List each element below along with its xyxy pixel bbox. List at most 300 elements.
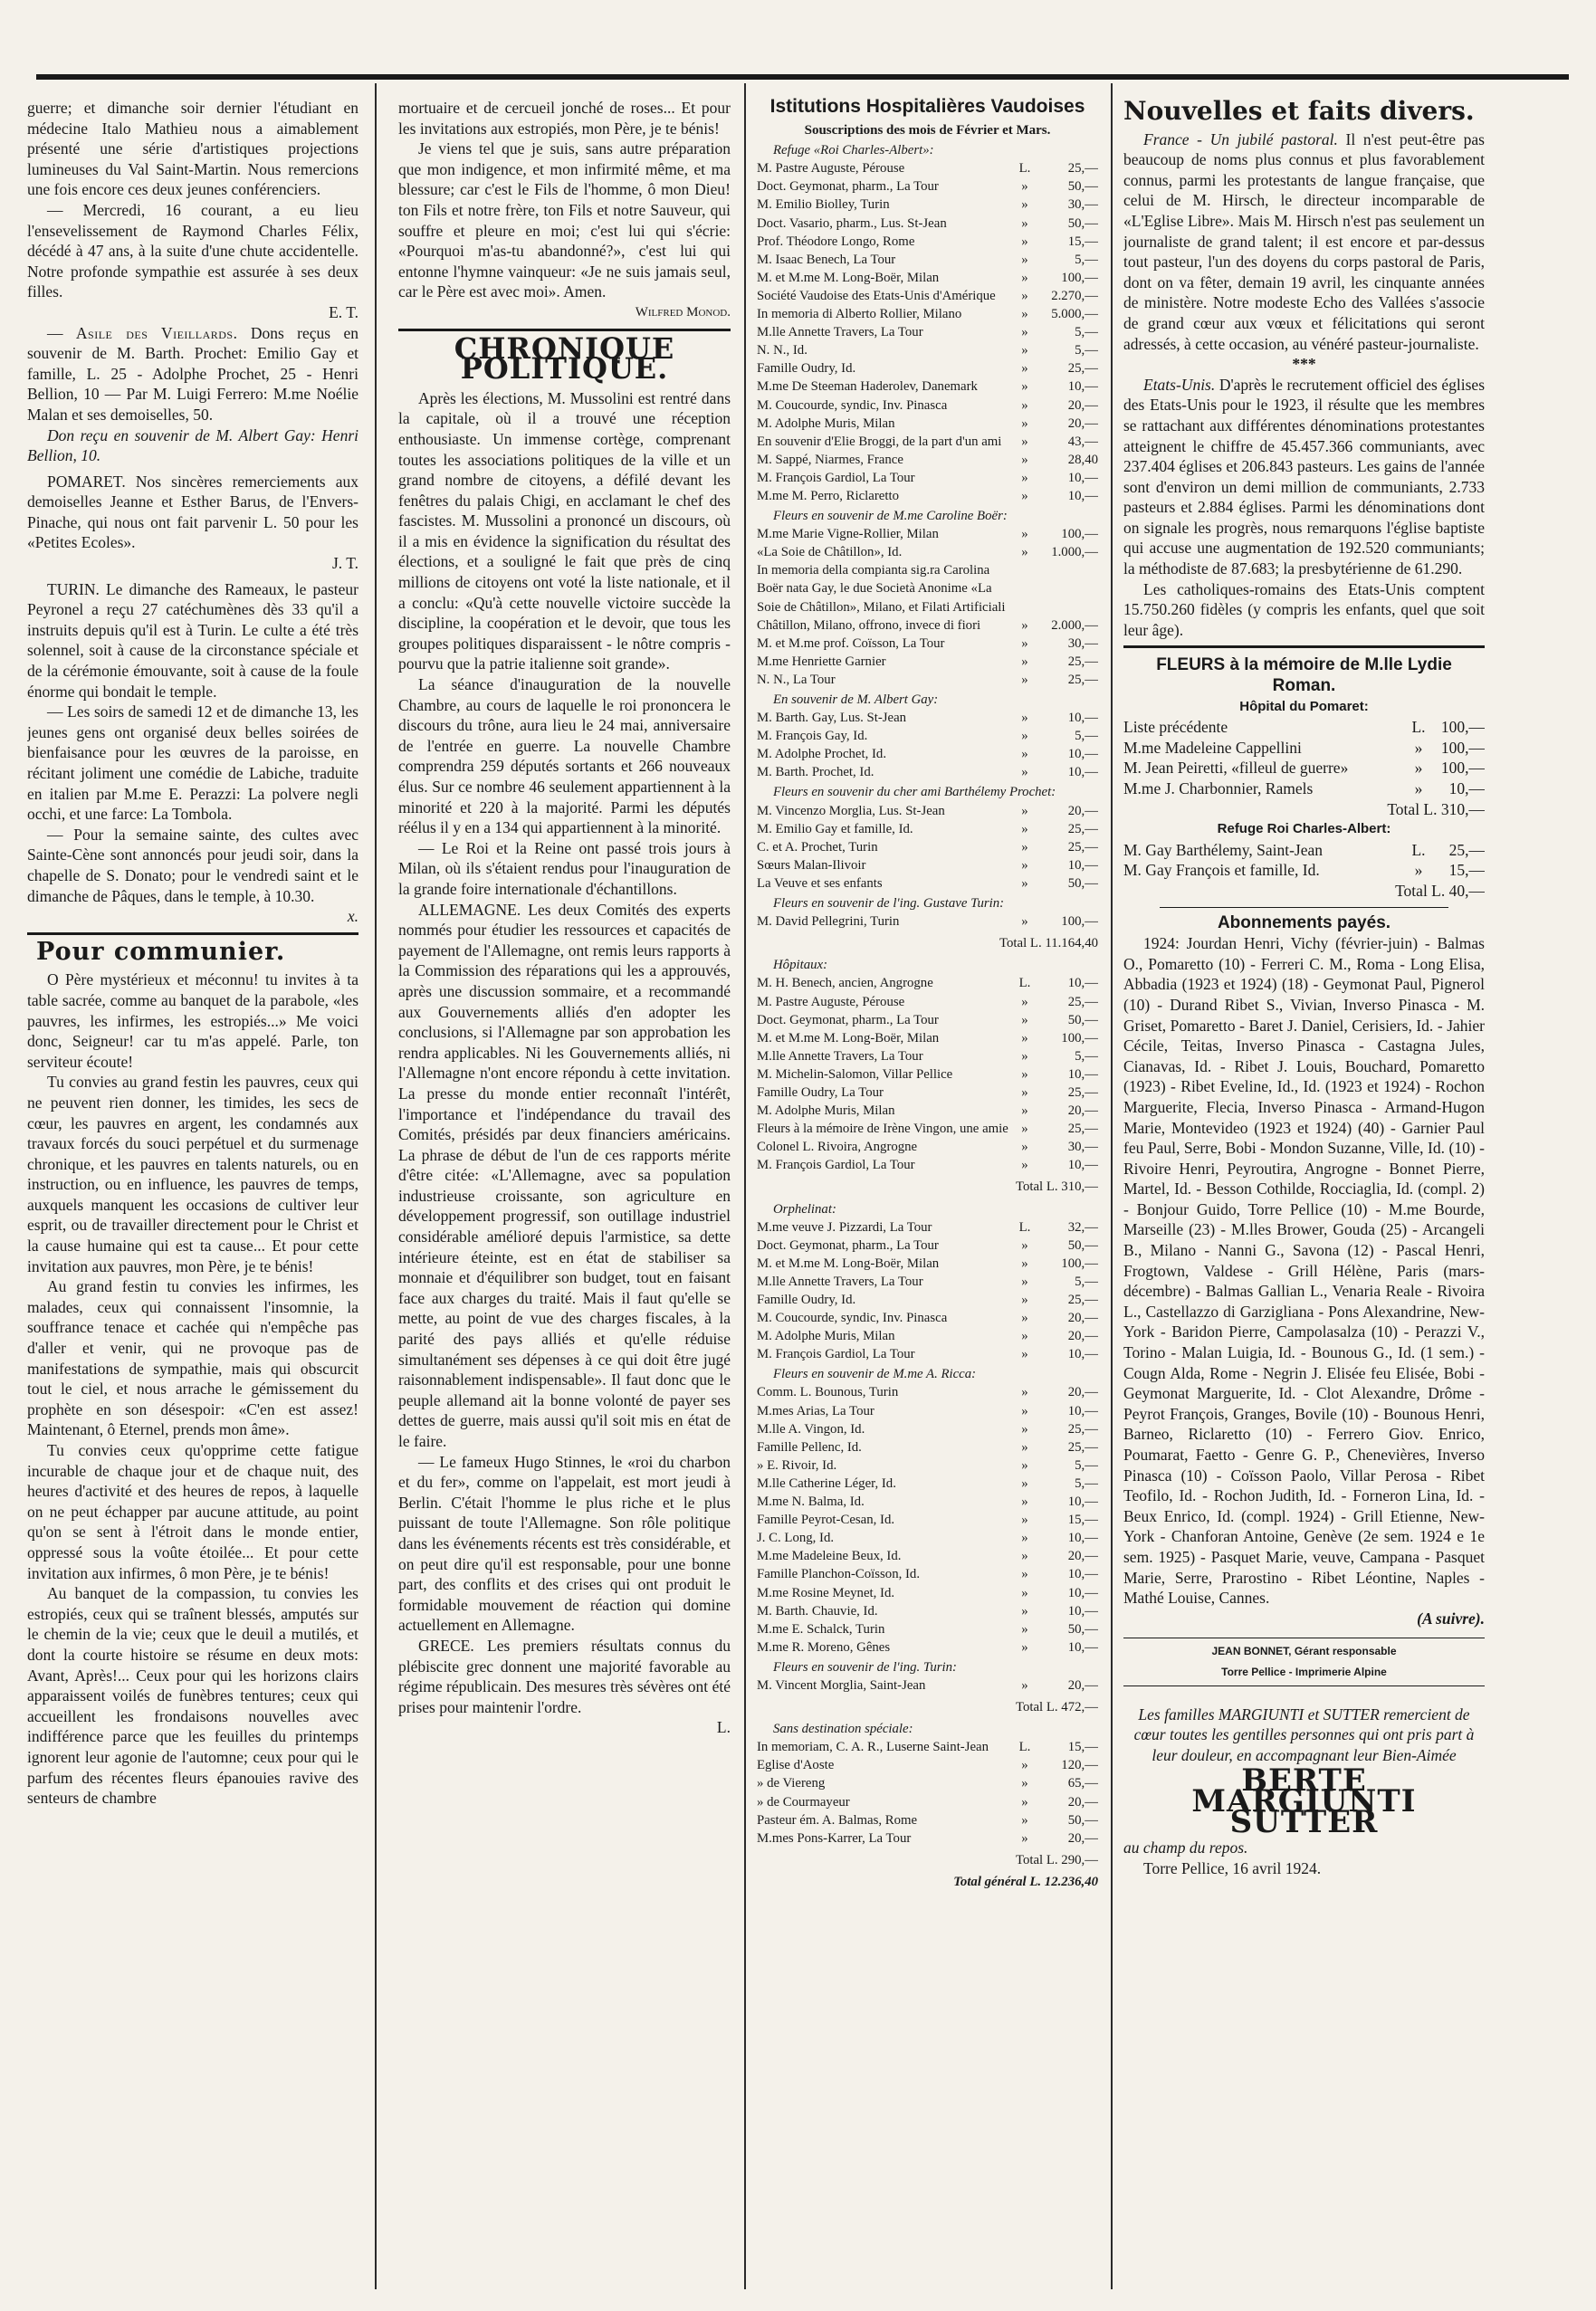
list-item: [757, 1420, 1098, 1438]
entry-currency: »: [1021, 1403, 1028, 1418]
list-item: [757, 856, 1098, 874]
list-item: [757, 177, 1098, 196]
entry-name: M. Adolphe Muris, Milan: [757, 1103, 895, 1119]
list-item: [757, 1456, 1098, 1475]
list-item: [757, 543, 1098, 561]
list-item: [757, 233, 1098, 251]
entry-amount: 100,—: [1440, 738, 1485, 757]
entry-name: M. François Gardiol, La Tour: [757, 1347, 915, 1362]
entry-currency: »: [1021, 1621, 1028, 1637]
notice-text: Les familles MARGIUNTI et SUTTER remercient de cœur toutes les gentilles personnes qui ont pris part à leur douleur, en accompagnant leur Bien-Aimée: [1133, 1705, 1475, 1764]
list-item: [757, 487, 1098, 505]
entry-amount: 10,—: [1067, 857, 1098, 873]
refuge-subtitle: Refuge Roi Charles-Albert:: [1217, 821, 1391, 837]
column-1: [27, 98, 358, 2289]
top-rule: [36, 74, 1569, 80]
entry-amount: 50,—: [1067, 215, 1098, 231]
entry-currency: »: [1021, 1812, 1028, 1828]
column-divider: [375, 83, 377, 2289]
entry-currency: »: [1021, 1794, 1028, 1810]
section-rule: [1160, 907, 1448, 908]
list-item: [757, 1565, 1098, 1583]
list-item: [757, 323, 1098, 341]
entry-currency: »: [1021, 470, 1028, 485]
entry-amount: 20,—: [1067, 1794, 1098, 1810]
entry-name: C. et A. Prochet, Turin: [757, 839, 878, 855]
entry-currency: »: [1021, 747, 1028, 762]
list-item: [757, 1255, 1098, 1273]
list-item: [757, 1327, 1098, 1345]
entry-currency: »: [1021, 1639, 1028, 1655]
entry-name: M. Vincent Morglia, Saint-Jean: [757, 1677, 926, 1693]
list-item: [757, 1138, 1098, 1156]
list-item: [757, 1383, 1098, 1401]
entry-currency: »: [1021, 197, 1028, 213]
paragraph: Les catholiques-romains des Etats-Unis comptent 15.750.260 fidèles (y compris les enfants, quel que soit leur âge).: [1123, 579, 1485, 639]
list-item: [757, 215, 1098, 233]
list-heading: Fleurs en souvenir de M.me A. Ricca:: [773, 1367, 977, 1382]
entry-currency: »: [1021, 434, 1028, 449]
entry-currency: L.: [1018, 976, 1031, 991]
list-item: [757, 1793, 1098, 1811]
continued-note: (A suivre).: [1417, 1609, 1485, 1628]
entry-currency: »: [1021, 1830, 1028, 1846]
entry-name: Colonel L. Rivoira, Angrogne: [757, 1140, 918, 1155]
list-item: [757, 287, 1098, 305]
entry-currency: L.: [1411, 840, 1426, 859]
entry-amount: 25,—: [1067, 672, 1098, 687]
list-item: [757, 912, 1098, 931]
paragraph-head: — Asile des Vieillards.: [47, 323, 238, 342]
entry-currency: »: [1021, 1495, 1028, 1510]
entry-currency: »: [1021, 821, 1028, 836]
entry-name: M.lle Annette Travers, La Tour: [757, 1048, 923, 1064]
entry-amount: 10,—: [1067, 1603, 1098, 1619]
entry-name: Liste précédente: [1123, 718, 1228, 737]
list-heading: Fleurs en souvenir de l'ing. Gustave Turin:: [773, 896, 1005, 912]
donation-list: [757, 974, 1098, 1174]
paragraph-text: D'après le recrutement officiel des églises des Etats-Unis pour le 1923, il résulte que les membres se rattachant aux différentes dénominations protestantes atteignent le chiffre de 45.457.366 communiants, avec 237.404 églises et 206.843 pasteurs. Les gains de l'année sont d'environ un demi million de communiants, 2.733 pasteurs et 2.884 églises. Parmi les dénominations dont on signale les progrès, nous remarquons l'église baptiste qui accuse une augmentation de 192.520 communiants; la méthodiste de 87.683; la presbytérienne de 61.290.: [1123, 375, 1485, 578]
entry-name: Doct. Geymonat, pharm., La Tour: [757, 1012, 939, 1027]
grand-total: Total général L. 12.236,40: [953, 1874, 1098, 1889]
list-item: [757, 1438, 1098, 1456]
entry-name: M. Adolphe Prochet, Id.: [757, 747, 887, 762]
entry-currency: »: [1021, 270, 1028, 285]
list-item: [757, 1345, 1098, 1363]
entry-amount: 50,—: [1067, 1812, 1098, 1828]
list-item: [757, 1756, 1098, 1774]
paragraph: ALLEMAGNE. Les deux Comités des experts nommés pour étudier les ressources et capacités de payement de l'Allemagne, ont remis leurs rapports à la Commission des réparations qui les a approuvés, après une discussion sommaire, et a recommandé aux Gouvernements alliés d'en adopter les conclusions, si l'Allemagne par son approbation les rendra applicables. Ni les Gouvernements alliés, ni l'Allemagne n'ont encore répondu à cette invitation. La presse du monde entier reconnaît l'intérêt, l'importance et l'indépendance du travail des Comités, présidés par deux financiers américains. La phrase de début de l'un de ces rapports mérite d'être citée: «L'Allemagne, avec sa population industrieuse croissante, son agriculture en développement progressif, son outillage industriel considérable amélioré depuis l'armistice, sa dette intérieure éteinte, est en état de stabiliser sa monnaie et d'équilibrer son budget, tout en faisant face aux charges du traité. Mais il faut qu'elle se mette, au point de vue des charges fiscales, à la parité des pays alliés et qu'elle réduise simultanément ses dépenses à ce qui doit être jugé raisonnablement indispensable». Il faut donc que le peuple allemand ait la bonne volonté de payer ses dettes de guerre, mais aussi qu'il soit mis en état de le faire.: [398, 900, 731, 1450]
entry-amount: 20,—: [1067, 1103, 1098, 1119]
entry-currency: »: [1021, 252, 1028, 267]
abonnements-title: Abonnements payés.: [1217, 912, 1391, 932]
list-item: [757, 305, 1098, 323]
list-item: [757, 820, 1098, 838]
paragraph: — Le fameux Hugo Stinnes, le «roi du charbon et du fer», comme on l'appelait, est mort jeudi à Berlin. C'était l'homme le plus riche et le plus puissant de toute l'Allemagne. Son rôle politique dans les événements récents est très considérable, et on peut dire qu'il est responsable, pour une bonne part, des conflits et des crises qui ont produit le formidable mouvement de réaction qui domine actuellement en Allemagne.: [398, 1452, 731, 1635]
entry-amount: 20,—: [1067, 415, 1098, 431]
entry-amount: 25,—: [1448, 840, 1485, 859]
entry-amount: 20,—: [1067, 1311, 1098, 1326]
list-item: [1123, 860, 1485, 881]
list-item: [757, 1084, 1098, 1102]
entry-amount: 15,—: [1067, 1513, 1098, 1528]
entry-amount: 10,—: [1067, 1403, 1098, 1418]
entry-name: M. Barth. Chauvie, Id.: [757, 1603, 878, 1619]
list-item: [757, 1102, 1098, 1120]
entry-currency: »: [1021, 361, 1028, 377]
entry-amount: 25,—: [1067, 839, 1098, 855]
list-heading: Fleurs en souvenir de M.me Caroline Boër:: [773, 509, 1008, 524]
entry-currency: »: [1021, 1274, 1028, 1289]
list-item: [757, 1829, 1098, 1848]
paragraph: Au banquet de la compassion, tu convies les estropiés, ceux qui se traînent blessés, amputés sur le chemin de la vie; ceux que le deuil a mutilés, et dont la courte histoire se résume en deux mots: Avant, Après!... Ceux pour qui les horizons clairs apparaissent voilés de funèbres tentures; ceux qui accueillent les frondaisons nouvelles avec indifférence parce que les feuilles du printemps ignorent leur agonie de l'automne; ceux pour qui le parfum des récentes fleurs épanouies ravive des senteurs de chambre: [27, 1584, 358, 1808]
entry-amount: 50,—: [1067, 1012, 1098, 1027]
donation-list: [757, 912, 1098, 931]
column-2: [398, 98, 731, 2289]
list-item: [757, 196, 1098, 214]
entry-amount: 10,—: [1067, 976, 1098, 991]
entry-name: M. H. Benech, ancien, Angrogne: [757, 976, 933, 991]
entry-name: M. François Gay, Id.: [757, 729, 868, 744]
entry-currency: »: [1021, 1567, 1028, 1582]
entry-currency: »: [1021, 545, 1028, 560]
entry-currency: »: [1021, 857, 1028, 873]
entry-currency: »: [1021, 1030, 1028, 1046]
paragraph: Après les élections, M. Mussolini est rentré dans la capitale, où il a trouvé une réception enthousiaste. Un immense cortège, comprenant toutes les associations politiques de la ville et un grand nombre de citoyens, a défilé devant les fenêtres du palais Chigi, en acclamant le chef des fascistes. M. Mussolini a prononcé un discours, où il a mis en évidence la signification du résultat des élections, et a souligné le fait que près de cinq millions de citoyens ont voté la liste nationale, et il a conclu: «Qu'à cette nouvelle victoire succède la discipline, la coopération et le devoir, que tous les groupes politiques disparaissent - le nôtre compris - pourvu que la patrie italienne soit grande».: [398, 388, 731, 673]
paragraph: [1123, 375, 1485, 579]
list-item: [757, 1511, 1098, 1529]
entry-currency: »: [1414, 738, 1423, 757]
column-divider: [744, 83, 746, 2289]
entry-name: M. Jean Peiretti, «filleul de guerre»: [1123, 759, 1349, 778]
entry-amount: 20,—: [1067, 803, 1098, 818]
entry-currency: »: [1021, 1140, 1028, 1155]
donation-list: [757, 1218, 1098, 1364]
section-subtitle: Souscriptions des mois de Février et Mars.: [804, 123, 1051, 138]
entry-amount: 25,—: [1067, 1084, 1098, 1100]
paragraph: Au grand festin tu convies les infirmes, les malades, ceux qui connaissent l'insomnie, la souffrance tenace et cachée qui n'empêche pas d'aller et venir, qui ne provoque pas de manifestations de sympathie, mais qui obscurcit tout le ciel, et nous arrache le gémissement du prophète en son désespoir: «C'en est assez! Maintenant, ô Eternel, prends mon âme».: [27, 1277, 358, 1439]
entry-name: Famille Oudry, Id.: [757, 1293, 856, 1307]
entry-name: M. Coucourde, syndic, Inv. Pinasca: [757, 1311, 948, 1326]
list-item: [757, 377, 1098, 396]
entry-amount: 20,—: [1067, 1549, 1098, 1564]
entry-name: M.me M. Perro, Riclaretto: [757, 488, 899, 503]
entry-currency: »: [1021, 234, 1028, 249]
list-heading: Refuge «Roi Charles-Albert»:: [773, 143, 934, 158]
list-heading: Fleurs en souvenir de l'ing. Turin:: [773, 1659, 957, 1675]
entry-amount: 5,—: [1075, 1274, 1098, 1289]
list-item: [757, 1811, 1098, 1829]
entry-amount: 10,—: [1067, 488, 1098, 503]
entry-currency: »: [1021, 914, 1028, 930]
entry-amount: 5,—: [1075, 729, 1098, 744]
entry-amount: 25,—: [1067, 1122, 1098, 1137]
entry-name: N. N., Id.: [757, 343, 808, 358]
entry-currency: »: [1021, 379, 1028, 395]
entry-name: Doct. Geymonat, pharm., La Tour: [757, 1237, 939, 1253]
entry-amount: 10,—: [1067, 1066, 1098, 1082]
entry-amount: 25,—: [1067, 361, 1098, 377]
entry-currency: »: [1021, 654, 1028, 669]
entry-amount: 15,—: [1067, 234, 1098, 249]
entry-name: Prof. Théodore Longo, Rome: [757, 234, 915, 249]
entry-name: N. N., La Tour: [757, 672, 836, 687]
paragraph: guerre; et dimanche soir dernier l'étudiant en médecine Italo Mathieu nous a aimablement présenté une série d'artistiques projections lumineuses du Val Saint-Martin. Nous remercions une fois encore ces deux jeunes conférenciers.: [27, 99, 358, 199]
entry-currency: »: [1021, 488, 1028, 503]
entry-name: J. C. Long, Id.: [757, 1531, 835, 1546]
entry-name: Doct. Geymonat, pharm., La Tour: [757, 179, 939, 195]
entry-amount: 10,—: [1067, 1158, 1098, 1173]
total: Total L. 290,—: [1015, 1852, 1098, 1867]
entry-name: M. Vincenzo Morglia, Lus. St-Jean: [757, 803, 945, 818]
entry-currency: »: [1021, 288, 1028, 303]
entry-name: M. Adolphe Muris, Milan: [757, 415, 895, 431]
entry-name: M. Barth. Gay, Lus. St-Jean: [757, 711, 907, 726]
paragraph: Je viens tel que je suis, sans autre préparation que mon indigence, et mon infirmité même, et ma blessure; car c'est le Fils de l'homme, ô mon Dieu! ton Fils et notre frère, ton Fils et notre Sauveur, qui souffre et pleure en moi; c'est lui qui s'écrie: «Pourquoi m'as-tu abandonné?», c'est lui qui entonne l'hymne vainqueur: «Je ne suis jamais seul, car le Père est avec moi». Amen.: [398, 139, 731, 301]
paragraph-text: Dons reçus en souvenir de M. Barth. Prochet: Emilio Gay et famille, L. 25 - Adolphe Prochet, 25 - Henri Bellion, 10 — Par M. Luigi Ferrero: M.me Noélie Malan et ses demoiselles, 50.: [27, 323, 358, 424]
entry-currency: »: [1021, 1776, 1028, 1791]
entry-name: » de Courmayeur: [757, 1794, 850, 1810]
entry-currency: »: [1021, 452, 1028, 467]
entry-name: Comm. L. Bounous, Turin: [757, 1385, 899, 1400]
entry-currency: »: [1021, 803, 1028, 818]
entry-name: M. Gay Barthélemy, Saint-Jean: [1123, 840, 1323, 859]
entry-amount: 100,—: [1061, 914, 1098, 930]
entry-name: En souvenir d'Elie Broggi, de la part d'un ami: [757, 434, 1002, 449]
entry-currency: »: [1021, 635, 1028, 651]
section-rule: [1123, 645, 1485, 648]
entry-amount: 100,—: [1440, 759, 1485, 778]
entry-currency: »: [1021, 839, 1028, 855]
list-item: [757, 1011, 1098, 1029]
notice-date: Torre Pellice, 16 avril 1924.: [1143, 1858, 1322, 1877]
entry-amount: 5,—: [1075, 343, 1098, 358]
entry-name: Fleurs à la mémoire de Irène Vingon, une amie: [757, 1122, 1008, 1137]
paragraph: [27, 323, 358, 425]
section-title: CHRONIQUE POLITIQUE.: [454, 330, 675, 387]
entry-amount: 50,—: [1067, 875, 1098, 891]
entry-name: M.me Madeleine Beux, Id.: [757, 1549, 902, 1564]
entry-amount: 5,—: [1075, 1048, 1098, 1064]
entry-currency: »: [1021, 215, 1028, 231]
entry-amount: 10,—: [1067, 1531, 1098, 1546]
donation-list: [757, 709, 1098, 781]
paragraph-text: Il n'est peut-être pas beaucoup de noms plus connus et plus favorablement connus, parmi les protestants de langue française, que celui de M. Hirsch, le directeur incomparable de «L'Eglise Libre». Mais M. Hirsch n'est pas seulement un journaliste de grand talent; il est encore et par-dessus tout pasteur, l'un des doyens du corps pastoral de Paris, dont on va fêter, demain 19 avril, les cinquante années de ministère. Notre modeste Echo des Vallées s'associe de grand cœur aux vœux et félicitations qui seront adressés, à cette occasion, au vénéré pasteur-journaliste.: [1123, 129, 1485, 353]
entry-name: Famille Oudry, Id.: [757, 361, 856, 377]
entry-currency: »: [1021, 1012, 1028, 1027]
column-4: [1123, 98, 1485, 2289]
donation-list: [757, 1676, 1098, 1695]
entry-amount: 2.270,—: [1051, 288, 1098, 303]
list-heading: Sans destination spéciale:: [773, 1722, 913, 1737]
list-item: [757, 415, 1098, 433]
list-item: [757, 341, 1098, 359]
entry-name: M.lle A. Vingon, Id.: [757, 1421, 865, 1437]
entry-amount: 120,—: [1061, 1758, 1098, 1773]
list-item: [757, 1402, 1098, 1420]
list-item: [757, 1638, 1098, 1657]
entry-amount: 10,—: [1067, 1585, 1098, 1600]
column-3: [757, 98, 1098, 2289]
entry-name: In memoriam, C. A. R., Luserne Saint-Jean: [757, 1740, 989, 1755]
entry-amount: 30,—: [1067, 1140, 1098, 1155]
entry-currency: »: [1021, 1237, 1028, 1253]
entry-amount: 100,—: [1061, 270, 1098, 285]
entry-currency: »: [1021, 729, 1028, 744]
entry-amount: 25,—: [1067, 654, 1098, 669]
entry-name: Famille Oudry, La Tour: [757, 1084, 884, 1100]
list-item: [757, 1584, 1098, 1602]
entry-currency: »: [1021, 307, 1028, 322]
entry-currency: »: [1021, 1439, 1028, 1455]
entry-amount: 2.000,—: [1051, 617, 1098, 633]
list-item: [757, 653, 1098, 671]
total: Total L. 310,—: [1387, 799, 1485, 818]
list-item: [757, 1156, 1098, 1174]
entry-name: M.me Marie Vigne-Rollier, Milan: [757, 527, 939, 542]
entry-amount: 10,—: [1067, 379, 1098, 395]
entry-amount: 25,—: [1067, 821, 1098, 836]
list-heading: Hôpitaux:: [773, 958, 827, 973]
list-item: [757, 561, 1098, 634]
list-item: [757, 993, 1098, 1011]
entry-name: Eglise d'Aoste: [757, 1758, 835, 1773]
list-item: [757, 802, 1098, 820]
entry-name: M. et M.me M. Long-Boër, Milan: [757, 1030, 940, 1046]
section-title: Istitutions Hospitalières Vaudoises: [769, 98, 1085, 117]
entry-amount: 25,—: [1067, 1439, 1098, 1455]
entry-amount: 5,—: [1075, 1457, 1098, 1473]
signature: x.: [347, 907, 358, 926]
list-item: [757, 1291, 1098, 1309]
list-item: [757, 1029, 1098, 1047]
list-item: [757, 1620, 1098, 1638]
list-heading: Fleurs en souvenir du cher ami Barthélemy Prochet:: [773, 785, 1056, 800]
list-item: [1123, 717, 1485, 738]
paragraph: GRECE. Les premiers résultats connus du plébiscite grec donnent une majorité favorable au régime républicain. Des mesures très sévères ont été prises pour maintenir l'ordre.: [398, 1636, 731, 1716]
entry-currency: »: [1021, 1256, 1028, 1271]
entry-name: M.me De Steeman Haderolev, Danemark: [757, 379, 978, 395]
list-item: [757, 874, 1098, 893]
entry-amount: 25,—: [1067, 161, 1098, 177]
entry-name: Famille Peyrot-Cesan, Id.: [757, 1513, 895, 1528]
paragraph: POMARET. Nos sincères remerciements aux demoiselles Jeanne et Esther Barus, de l'Envers-Pinache, qui nous ont fait parvenir L. 50 pour les «Petites Ecoles».: [27, 472, 358, 552]
entry-amount: 28,40: [1067, 452, 1098, 467]
list-item: [757, 433, 1098, 451]
total: Total L. 11.164,40: [999, 936, 1098, 951]
notice-text: au champ du repos.: [1123, 1838, 1248, 1857]
list-item: [757, 635, 1098, 653]
entry-currency: »: [1021, 1421, 1028, 1437]
entry-name: M.lle Annette Travers, La Tour: [757, 325, 923, 340]
entry-amount: 100,—: [1061, 1030, 1098, 1046]
entry-name: M.me R. Moreno, Gênes: [757, 1639, 891, 1655]
paragraph-head: Etats-Unis.: [1143, 375, 1216, 394]
list-item: [757, 1237, 1098, 1255]
entry-name: M. et M.me M. Long-Boër, Milan: [757, 270, 940, 285]
entry-name: M. Pastre Auguste, Pérouse: [757, 161, 905, 177]
entry-currency: »: [1021, 1347, 1028, 1362]
entry-currency: L.: [1411, 718, 1426, 737]
entry-currency: »: [1021, 179, 1028, 195]
entry-currency: »: [1021, 1475, 1028, 1491]
entry-name: M.me E. Schalck, Turin: [757, 1621, 885, 1637]
list-item: [757, 451, 1098, 469]
list-item: [757, 1774, 1098, 1792]
entry-amount: 15,—: [1448, 861, 1485, 880]
column-divider: [1111, 83, 1113, 2289]
paragraph: — Les soirs de samedi 12 et de dimanche 13, les jeunes gens ont organisé deux belles soirées de bienfaisance pour les œuvres de la paroisse, en récitant joliment une comédie de Labiche, traduite en italien par M.me E. Perazzi: La polvere negli occhi, et une farce: La Tombola.: [27, 702, 358, 824]
paragraph: La séance d'inauguration de la nouvelle Chambre, au cours de laquelle le roi prononcera le discours du trône, aura lieu le 24 mai, anniversaire de l'entrée en guerre. La nouvelle Chambre comprendra 259 députés sortants et 266 nouveaux élus. Sur ce nombre 46 seulement appartiennent à la minorité et 220 à la majorité. Parmi les députés réélus il y en a 134 qui appartiennent à la minorité.: [398, 675, 731, 837]
entry-amount: 10,—: [1067, 1347, 1098, 1362]
entry-name: Pasteur ém. A. Balmas, Rome: [757, 1812, 918, 1828]
entry-amount: 50,—: [1067, 1621, 1098, 1637]
signature: J. T.: [331, 554, 358, 573]
entry-name: M.me J. Charbonnier, Ramels: [1123, 779, 1314, 797]
gerant-text: JEAN BONNET, Gérant responsable: [1211, 1645, 1397, 1658]
entry-name: M.me N. Balma, Id.: [757, 1495, 865, 1510]
entry-currency: »: [1021, 1293, 1028, 1307]
entry-currency: L.: [1018, 1740, 1031, 1755]
entry-amount: 1.000,—: [1051, 545, 1098, 560]
list-heading: Orphelinat:: [773, 1201, 836, 1217]
list-item: [757, 1218, 1098, 1237]
list-item: [757, 709, 1098, 727]
fleurs-subtitle: Hôpital du Pomaret:: [1239, 698, 1369, 714]
entry-amount: 15,—: [1067, 1740, 1098, 1755]
section-title: Nouvelles et faits divers.: [1123, 98, 1475, 126]
entry-name: M.mes Pons-Karrer, La Tour: [757, 1830, 912, 1846]
entry-currency: »: [1021, 1048, 1028, 1064]
paragraph: Tu convies au grand festin les pauvres, ceux qui ne peuvent rien donner, les timides, les secs de cœur, les pauvres en argent, les condamnés aux travaux forcés du souci perpétuel et du surmenage chronique, et les pauvres en talents naturels, ou en instruction, ou en influence, les pauvres de temps, auxquels manquent les occasions de cultiver leur esprit, ou de travailler directement pour le Christ et la cause humaine qui est ta cause... Et pour cette invitation aux pauvres, mon Père, je te bénis!: [27, 1073, 358, 1275]
entry-name: «La Soie de Châtillon», Id.: [757, 545, 903, 560]
entry-name: M. Pastre Auguste, Pérouse: [757, 994, 905, 1009]
entry-currency: »: [1021, 1329, 1028, 1344]
list-item: [757, 1065, 1098, 1084]
total: Total L. 40,—: [1395, 881, 1485, 900]
entry-name: In memoria di Alberto Rollier, Milano: [757, 307, 962, 322]
entry-amount: 10,—: [1067, 1567, 1098, 1582]
entry-amount: 10,—: [1067, 1639, 1098, 1655]
entry-currency: »: [1021, 1084, 1028, 1100]
entry-name: Société Vaudoise des Etats-Unis d'Amérique: [757, 288, 996, 303]
entry-currency: »: [1021, 343, 1028, 358]
section-title: Pour communier.: [36, 937, 286, 966]
list-item: [757, 1547, 1098, 1565]
entry-name: M. et M.me prof. Coïsson, La Tour: [757, 635, 945, 651]
entry-currency: »: [1021, 1513, 1028, 1528]
entry-amount: 50,—: [1067, 1237, 1098, 1253]
entry-amount: 20,—: [1067, 1329, 1098, 1344]
list-item: [1123, 738, 1485, 759]
list-item: [757, 974, 1098, 992]
entry-name: M. David Pellegrini, Turin: [757, 914, 900, 930]
entry-amount: 5,—: [1075, 252, 1098, 267]
entry-currency: »: [1021, 1103, 1028, 1119]
paragraph: TURIN. Le dimanche des Rameaux, le pasteur Peyronel a reçu 27 catéchumènes dès 33 qu'il a instruits depuis qu'il est à Turin. Le culte a été très solennel, soit à cause de la circonstance spéciale et de la cérémonie émouvante, soit à cause de la foule énorme qui bondait le temple.: [27, 579, 358, 701]
list-item: [757, 1676, 1098, 1695]
entry-amount: 43,—: [1067, 434, 1098, 449]
entry-currency: »: [1021, 1603, 1028, 1619]
list-item: [757, 763, 1098, 781]
entry-currency: »: [1021, 994, 1028, 1009]
donation-list: [1123, 840, 1485, 881]
imprimerie-text: Torre Pellice - Imprimerie Alpine: [1221, 1665, 1387, 1678]
paragraph: O Père mystérieux et méconnu! tu invites à ta table sacrée, comme au banquet de la parabole, «les pauvres, les infirmes, les estropiés...» Me voici donc, Seigneur! car tu m'as appelé. Parle, ton serviteur écoute!: [27, 970, 358, 1071]
donation-list: [1123, 717, 1485, 798]
entry-amount: 30,—: [1067, 197, 1098, 213]
list-item: [1123, 758, 1485, 778]
